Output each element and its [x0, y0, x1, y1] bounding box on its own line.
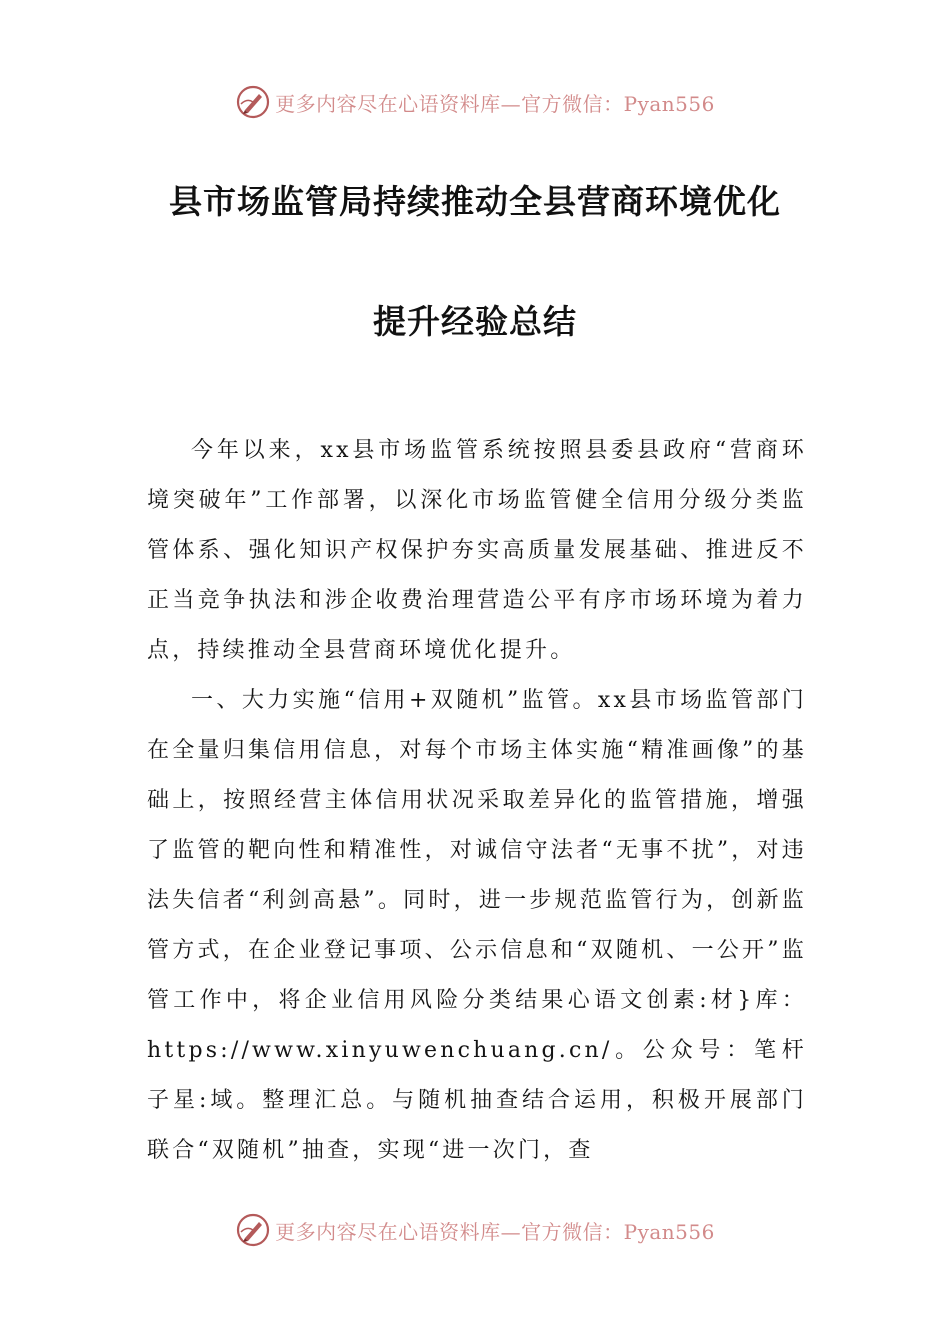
- paragraph-intro: 今年以来，xx县市场监管系统按照县委县政府“营商环境突破年”工作部署，以深化市场监管健全信用分级分类监管体系、强化知识产权保护夯实高质量发展基础、推进反不正当竞争执法和涉企收费治理营造公平有序市场环境为着力点，持续推动全县营商环境优化提升。: [147, 438, 807, 663]
- watermark-text: 更多内容尽在心语资料库—官方微信：Pyan556: [275, 1219, 715, 1244]
- document-title-line-1: 县市场监管局持续推动全县营商环境优化: [169, 182, 781, 221]
- pen-logo-icon: [235, 1212, 271, 1248]
- document-body: [147, 426, 807, 1176]
- watermark-banner-top: [0, 82, 950, 122]
- document-title-line-2: 提升经验总结: [373, 302, 577, 341]
- pen-logo-icon: [235, 84, 271, 120]
- watermark-text: 更多内容尽在心语资料库—官方微信：Pyan556: [275, 91, 715, 116]
- watermark-banner-bottom: [0, 1210, 950, 1250]
- paragraph-section-1: 一、大力实施“信用+双随机”监管。xx县市场监管部门在全量归集信用信息，对每个市场主体实施“精准画像”的基础上，按照经营主体信用状况采取差异化的监管措施，增强了监管的靶向性和精准性，对诚信守法者“无事不扰”，对违法失信者“利剑高悬”。同时，进一步规范监管行为，创新监管方式，在企业登记事项、公示信息和“双随机、一公开”监管工作中，将企业信用风险分类结果心语文创素:材}库：https://www.xinyuwenchuang.cn/。公众号：笔杆子星:域。整理汇总。与随机抽查结合运用，积极开展部门联合“双随机”抽查，实现“进一次门，查: [147, 688, 807, 1163]
